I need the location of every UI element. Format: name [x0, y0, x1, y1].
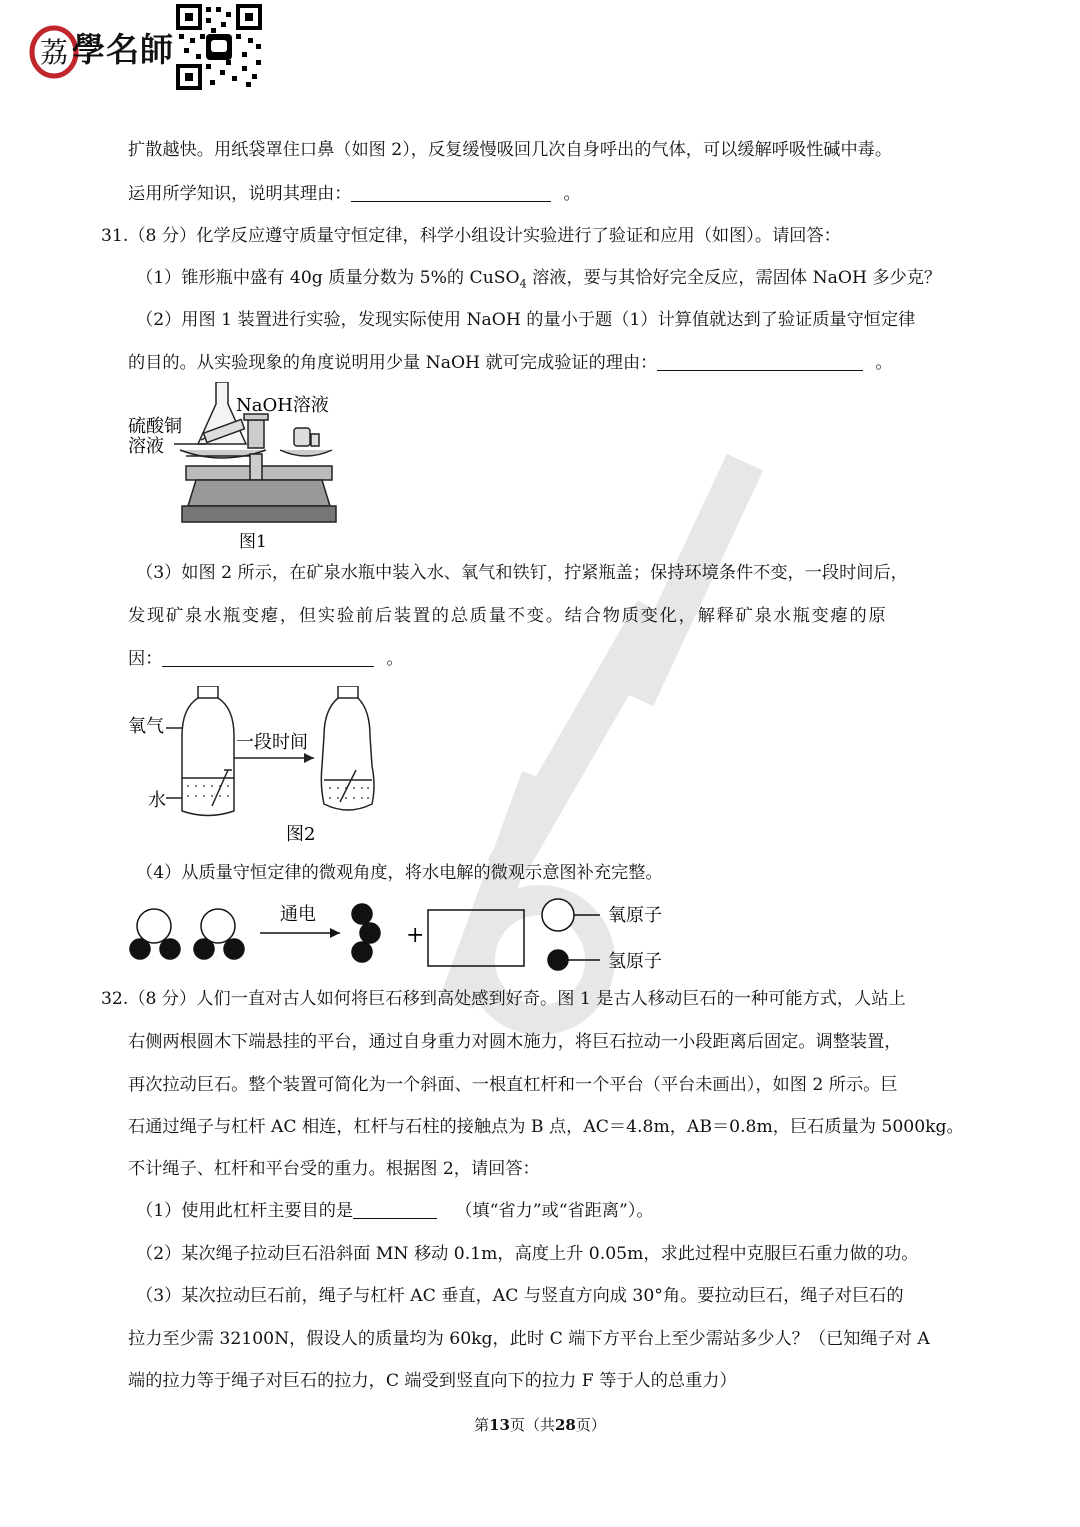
water-label: 水 — [148, 790, 166, 811]
oxygen-atom-label: 氧原子 — [608, 905, 662, 926]
oxygen-atom-icon — [137, 909, 171, 943]
plus-sign: + — [406, 923, 425, 948]
question-32-part-1: （1）使用此杠杆主要目的是 （填“省力”或“省距离”）。 — [136, 1201, 654, 1221]
question-32: 32.（8 分）人们一直对古人如何将巨石移到高处感到好奇。图 1 是古人移动巨石的一种可能方式，人站上 — [101, 989, 906, 1009]
answer-blank[interactable] — [162, 648, 374, 667]
page-footer: 第13页（共28页） — [474, 1416, 606, 1434]
naoh-label: NaOH溶液 — [236, 395, 329, 416]
question-31-part-2: （2）用图 1 装置进行实验，发现实际使用 NaOH 的量小于题（1）计算值就达到了验证质量守恒定律 — [136, 310, 916, 330]
svg-text:荔: 荔 — [39, 36, 69, 69]
text-line: 运用所学知识，说明其理由： 。 — [128, 184, 581, 204]
hydrogen-atom-icon — [224, 939, 244, 959]
question-31-part-4: （4）从质量守恒定律的微观角度，将水电解的微观示意图补充完整。 — [136, 863, 663, 883]
oxygen-label: 氧气 — [128, 716, 164, 737]
hydrogen-atom-icon — [194, 939, 214, 959]
question-31-part-1: （1）锥形瓶中盛有 40g 质量分数为 5%的 CuSO$_4$ 溶液，要与其恰好完全反应，需固体 NaOH 多少克？ — [136, 268, 942, 291]
figure-2-bottles — [126, 686, 386, 846]
text-line: 扩散越快。用纸袋罩住口鼻（如图 2），反复缓慢吸回几次自身呼出的气体，可以缓解呼吸性碱中毒。 — [128, 140, 893, 160]
cuso4-label-2: 溶液 — [128, 436, 164, 457]
oxygen-atom-icon — [201, 909, 235, 943]
brand-name: 學名師 — [72, 30, 174, 69]
text-line: 右侧两根圆木下端悬挂的平台，通过自身重力对圆木施力，将巨石拉动一小段距离后固定。调整装置， — [128, 1032, 902, 1052]
oxygen-atom-legend-icon — [542, 899, 574, 931]
figure-1-balance — [126, 382, 346, 554]
text-line: 不计绳子、杠杆和平台受的重力。根据图 2，请回答： — [128, 1159, 540, 1179]
answer-blank[interactable] — [657, 352, 863, 371]
text-line: 端的拉力等于绳子对巨石的拉力，C 端受到竖直向下的拉力 F 等于人的总重力） — [128, 1371, 737, 1391]
text-line: 的目的。从实验现象的角度说明用少量 NaOH 就可完成验证的理由： 。 — [128, 353, 893, 373]
question-31-part-3: （3）如图 2 所示，在矿泉水瓶中装入水、氧气和铁钉，拧紧瓶盖；保持环境条件不变，一段时间后， — [136, 563, 908, 583]
hydrogen-atom-icon — [130, 939, 150, 959]
figure-caption: 图2 — [286, 824, 316, 845]
hydrogen-atom-icon — [352, 904, 372, 924]
text-line: 发现矿泉水瓶变瘪，但实验前后装置的总质量不变。结合物质变化，解释矿泉水瓶变瘪的原 — [128, 606, 888, 626]
hydrogen-atom-label: 氢原子 — [608, 951, 662, 972]
page-total: 28 — [555, 1416, 576, 1434]
text-line: 拉力至少需 32100N，假设人的质量均为 60kg，此时 C 端下方平台上至少需站多少人？（已知绳子对 A — [128, 1329, 930, 1349]
answer-blank[interactable] — [353, 1200, 437, 1219]
arrow-head-icon — [304, 753, 314, 763]
text-line: 石通过绳子与杠杆 AC 相连，杠杆与石柱的接触点为 B 点，AC＝4.8m，AB＝0.8m，巨石质量为 5000kg。 — [128, 1117, 964, 1137]
arrow-label: 通电 — [280, 904, 316, 925]
arrow-head-icon — [330, 928, 340, 938]
cuso4-label: 硫酸铜 — [128, 416, 182, 437]
hydrogen-atom-legend-icon — [548, 950, 568, 970]
qr-code-icon — [176, 4, 262, 90]
text-line: 因： 。 — [128, 649, 404, 669]
answer-blank[interactable] — [351, 183, 551, 202]
hydrogen-atom-icon — [160, 939, 180, 959]
question-32-part-2: （2）某次绳子拉动巨石沿斜面 MN 移动 0.1m，高度上升 0.05m，求此过程中克服巨石重力做的功。 — [136, 1244, 919, 1264]
text-line: 再次拉动巨石。整个装置可简化为一个斜面、一根直杠杆和一个平台（平台未画出），如图 2 所示。巨 — [128, 1075, 898, 1095]
arrow-label: 一段时间 — [236, 732, 308, 753]
question-32-part-3: （3）某次拉动巨石前，绳子与杠杆 AC 垂直，AC 与竖直方向成 30°角。要拉动巨石，绳子对巨石的 — [136, 1286, 904, 1306]
answer-box[interactable] — [428, 910, 524, 966]
page-number: 13 — [489, 1416, 510, 1434]
figure-3-electrolysis — [126, 896, 686, 976]
hydrogen-atom-icon — [352, 942, 372, 962]
question-31: 31.（8 分）化学反应遵守质量守恒定律，科学小组设计实验进行了验证和应用（如图）。请回答： — [101, 226, 841, 246]
figure-caption: 图1 — [239, 532, 267, 552]
hydrogen-atom-icon — [360, 923, 380, 943]
